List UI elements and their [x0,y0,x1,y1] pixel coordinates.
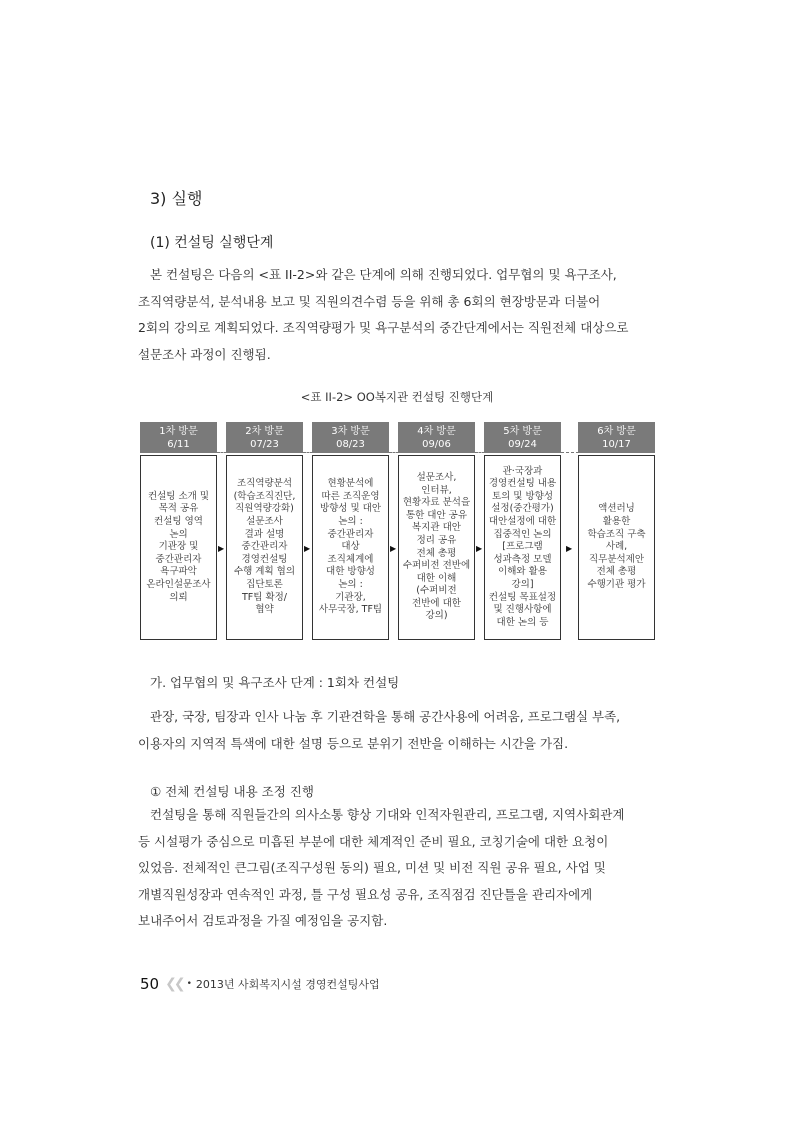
visit-content [578,455,655,640]
visit-date: 09/06 [422,438,451,450]
content-line: 통한 대안 공유 [405,509,468,521]
content-line: [프로그램 [502,541,543,553]
content-line: 설문조사, [416,471,457,483]
visit-header [226,422,303,453]
paragraph-line: 관장, 국장, 팀장과 인사 나눔 후 기관견학을 통해 공간사용에 어려움, 프로그램실 부족, [150,709,621,724]
content-line: 설정(중간평가) [491,503,554,515]
content-line: 논의 [169,528,188,540]
item-1-paragraph [138,802,656,935]
visit-content [140,455,217,640]
content-line: 현황자료 분석을 [402,497,471,509]
visit-date: 6/11 [167,438,190,450]
paragraph-line: 있었음. 전체적인 큰그림(조직구성원 동의) 필요, 미션 및 비전 직원 공유 필요, 사업 및 [138,860,606,875]
content-line: 수행기관 평가 [587,578,646,590]
page-number: 50 [140,975,160,993]
content-line: 중간관리자 [327,528,374,540]
item-1-title: ① 전체 컨설팅 내용 조정 진행 [150,784,314,799]
visit-title: 2차 방문 [245,425,284,437]
content-line: 대한 방향성 [326,566,375,578]
chevron-left-icon: ❮❮ [165,976,183,992]
visit-content [226,455,303,640]
content-line: (수퍼비전 [416,585,457,597]
content-line: 사무국장, TF팀 [318,604,383,616]
visit-title: 6차 방문 [597,425,636,437]
visit-5 [484,422,561,628]
content-line: 및 진행사항에 [493,604,552,616]
visit-title: 1차 방문 [159,425,198,437]
content-line: 수퍼비전 전반에 [402,560,471,572]
visit-6 [578,422,655,590]
content-line: 논의 : [338,578,363,590]
content-line: 설문조사 [246,516,283,528]
content-line: 욕구파악 [160,566,197,578]
content-line: 학습조직 구축 [587,528,646,540]
visit-content [312,455,389,640]
content-line: 복지관 대안 [412,522,461,534]
connector-line [561,452,579,453]
content-line: 이해와 활용 [498,566,547,578]
content-line: 강의] [511,578,534,590]
content-line: 대안설정에 대한 [488,516,557,528]
arrow-right-icon: ▶ [390,544,397,553]
visit-content [398,455,475,640]
visit-header [484,422,561,453]
footer-text: 2013년 사회복지시설 경영컨설팅사업 [195,978,380,991]
content-line: 성과측정 모델 [493,553,552,565]
content-line: 사례, [605,541,628,553]
visit-date: 07/23 [250,438,279,450]
content-line: 중간관리자 [155,553,202,565]
content-line: 전체 총평 [596,566,637,578]
content-line: 컨설팅 소개 및 [147,490,210,502]
content-line: 의뢰 [169,591,188,603]
content-line: 온라인설문조사 [146,578,211,590]
visit-title: 4차 방문 [417,425,456,437]
ga-paragraph [138,704,656,757]
content-line: 토의 및 방향성 [491,490,554,502]
visit-1 [140,422,217,603]
content-line: 방향성 및 대안 [319,503,382,515]
content-line: 활용한 [602,516,631,528]
content-line: 중간관리자 [241,541,288,553]
page-footer [140,975,380,993]
content-line: 컨설팅 영역 [154,516,203,528]
visit-content [484,455,561,640]
subsection-heading: (1) 컨설팅 실행단계 [150,235,274,251]
content-line: 기관장 및 [158,541,199,553]
visit-header [140,422,217,453]
paragraph-line: 보내주어서 검토과정을 가질 예정임을 공지함. [138,913,388,928]
content-line: 컨설팅 목표설정 [488,591,557,603]
content-line: 직원역량강화) [235,503,294,515]
content-line: 목적 공유 [158,503,199,515]
paragraph-line: 조직역량분석, 분석내용 보고 및 직원의견수렴 등을 위해 총 6회의 현장방문과 더불어 [138,293,601,309]
content-line: 대한 논의 등 [496,616,549,628]
visit-date: 09/24 [508,438,537,450]
content-line: (학습조직진단, [233,490,296,502]
content-line: 대상 [341,541,360,553]
content-line: 경영컨설팅 내용 [488,478,557,490]
visit-date: 10/17 [602,438,631,450]
content-line: 정리 공유 [416,534,457,546]
paragraph-line: 개별직원성장과 연속적인 과정, 틀 구성 필요성 공유, 조직점검 진단틀을 관리자에게 [138,886,593,902]
paragraph-line: 설문조사 과정이 진행됨. [138,346,271,362]
visit-title: 5차 방문 [503,425,542,437]
content-line: 협약 [255,604,274,616]
bullet-icon: • [186,979,192,989]
visit-title: 3차 방문 [331,425,370,437]
visit-header [578,422,655,453]
content-line: 집중적인 논의 [493,528,552,540]
content-line: 전체 총평 [416,547,457,559]
content-line: 액션러닝 [598,503,635,515]
content-line: 강의) [425,610,448,622]
arrow-right-icon: ▶ [476,544,483,553]
content-line: 인터뷰, [421,484,452,496]
content-line: 조직역량분석 [236,478,293,490]
paragraph-line: 컨설팅을 통해 직원들간의 의사소통 향상 기대와 인적자원관리, 프로그램, 지역사회관계 [150,807,625,822]
content-line: 수행 계획 협의 [233,566,296,578]
visit-3 [312,422,389,616]
arrow-right-icon: ▶ [218,544,225,553]
visit-header [312,422,389,453]
visit-date: 08/23 [336,438,365,450]
content-line: 전반에 대한 [412,597,461,609]
content-line: 현황분석에 [327,478,374,490]
content-line: 관·국장과 [502,465,543,477]
visit-header [398,422,475,453]
content-line: 경영컨설팅 [241,553,288,565]
visit-2 [226,422,303,616]
paragraph-line: 등 시설평가 중심으로 미흡된 부분에 대한 체계적인 준비 필요, 코칭기술에 대한 요청이 [138,833,609,849]
content-line: 대한 이해 [416,572,457,584]
intro-paragraph [138,262,656,368]
paragraph-line: 본 컨설팅은 다음의 <표 II-2>와 같은 단계에 의해 진행되었다. 업무협의 및 욕구조사, [150,267,617,282]
content-line: 집단토론 [246,578,283,590]
table-caption: <표 II-2> OO복지관 컨설팅 진행단계 [300,390,494,404]
content-line: 기관장, [335,591,366,603]
content-line: TF팀 확정/ [241,591,288,603]
content-line: 결과 설명 [244,528,285,540]
content-line: 따른 조직운영 [321,490,380,502]
content-line: 조직체계에 [327,553,374,565]
section-heading: 3) 실행 [150,189,203,208]
subsection-ga-title: 가. 업무협의 및 욕구조사 단계 : 1회차 컨설팅 [150,675,400,690]
visit-4 [398,422,475,622]
content-line: 논의 : [338,516,363,528]
paragraph-line: 2회의 강의로 계획되었다. 조직역량평가 및 욕구분석의 중간단계에서는 직원전체 대상으로 [138,320,629,335]
paragraph-line: 이용자의 지역적 특색에 대한 설명 등으로 분위기 전반을 이해하는 시간을 가짐. [138,735,569,751]
arrow-right-icon: ▶ [566,544,573,553]
arrow-right-icon: ▶ [304,544,311,553]
content-line: 직무분석제안 [588,553,645,565]
